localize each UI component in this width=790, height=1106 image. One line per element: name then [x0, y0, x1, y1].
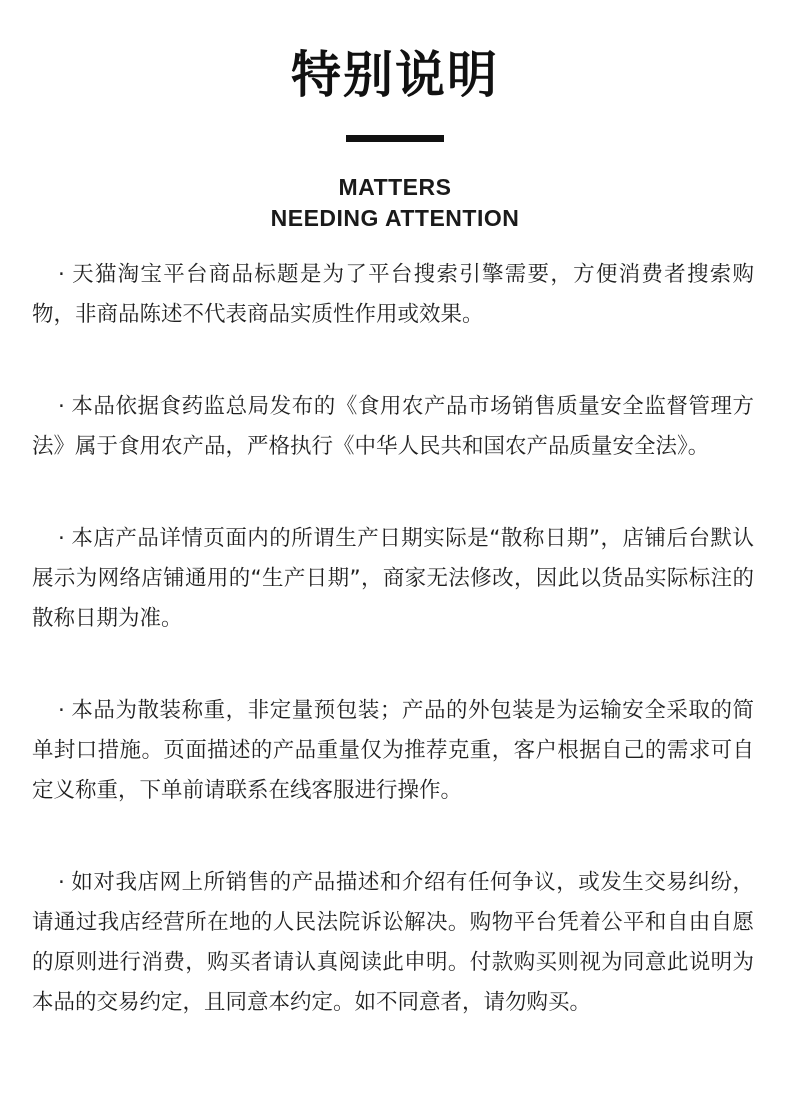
note-text: 本品依据食药监总局发布的《食用农产品市场销售质量安全监督管理方法》属于食用农产品，严格执行《中华人民共和国农产品质量安全法》。	[32, 394, 754, 459]
title-divider	[346, 135, 444, 142]
note-platform-title	[32, 255, 754, 335]
note-dispute-resolution	[32, 863, 754, 1023]
notice-header	[0, 40, 790, 234]
notes-list	[32, 255, 754, 1075]
note-production-date	[32, 519, 754, 639]
bullet-dot: ·	[58, 394, 65, 419]
subtitle-line-2: NEEDING ATTENTION	[270, 205, 520, 231]
bullet-dot: ·	[58, 870, 65, 895]
note-text: 如对我店网上所销售的产品描述和介绍有任何争议，或发生交易纠纷，请通过我店经营所在地的人民法院诉讼解决。购物平台凭着公平和自由自愿的原则进行消费，购买者请认真阅读此申明。付款购买则视为同意此说明为本品的交易约定，且同意本约定。如不同意者，请勿购买。	[32, 870, 754, 1015]
page-title: 特别说明	[291, 46, 499, 104]
subtitle-line-1: MATTERS	[338, 174, 452, 200]
note-text: 本店产品详情页面内的所谓生产日期实际是“散称日期”，店铺后台默认展示为网络店铺通用的“生产日期”，商家无法修改，因此以货品实际标注的散称日期为准。	[32, 526, 754, 631]
note-text: 天猫淘宝平台商品标题是为了平台搜索引擎需要，方便消费者搜索购物，非商品陈述不代表商品实质性作用或效果。	[32, 262, 754, 327]
bullet-dot: ·	[58, 698, 65, 723]
note-food-regulation	[32, 387, 754, 467]
note-text: 本品为散装称重，非定量预包装；产品的外包装是为运输安全采取的简单封口措施。页面描述的产品重量仅为推荐克重，客户根据自己的需求可自定义称重，下单前请联系在线客服进行操作。	[32, 698, 754, 803]
note-bulk-weighing	[32, 691, 754, 811]
bullet-dot: ·	[58, 262, 65, 287]
bullet-dot: ·	[58, 526, 65, 551]
page-subtitle	[0, 172, 790, 234]
